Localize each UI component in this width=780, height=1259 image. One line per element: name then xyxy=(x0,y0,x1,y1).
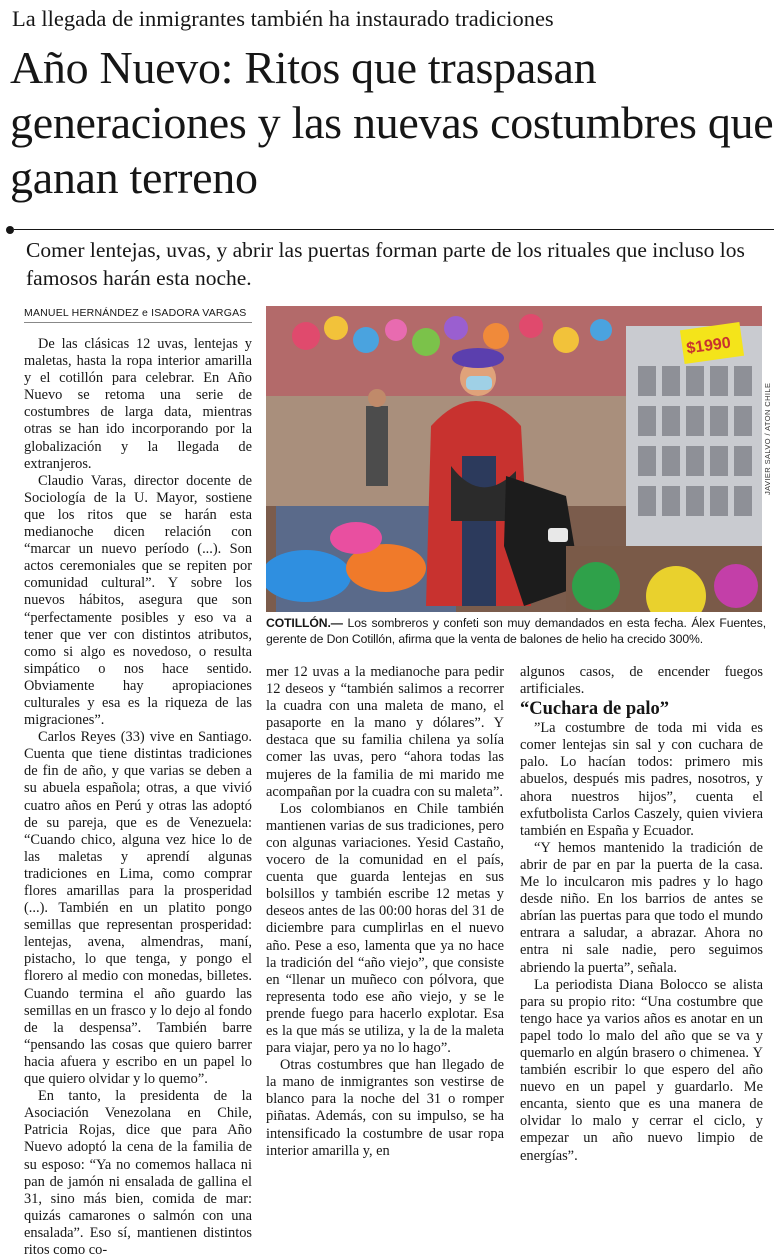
photo-caption xyxy=(266,615,766,647)
caption-text: Los sombreros y confeti son muy demandados en esta fecha. Álex Fuentes, gerente de Don Cotillón, afirma que la venta de balones de helio ha crecido 300%. xyxy=(266,616,766,646)
byline: MANUEL HERNÁNDEZ e ISADORA VARGAS xyxy=(24,307,247,319)
body-column-1 xyxy=(24,336,252,1258)
body-paragraph: Los colombianos en Chile también mantienen varias de sus tradiciones, pero con algunas variaciones. Yesid Castaño, vocero de la comunidad en el país, cuenta que guarda lentejas en sus bolsillos y también escribe 12 metas y deseos antes de las 00:00 horas del 31 de diciembre para cumplirlas en el nuevo año. Pese a eso, lamenta que ya no hace la tradición del “año viejo”, que consiste en “llenar un muñeco con pólvora, que representa todo ese año viejo, y se le prende fuego para hacerlo explotar. Esa es la que más se utiliza, y la de la maleta para viajar, pero ya no lo hago”. xyxy=(266,800,504,1057)
headline: Año Nuevo: Ritos que traspasan generaciones y las nuevas costumbres que ganan terreno xyxy=(10,42,774,203)
photo-credit: JAVIER SALVO / ATON CHILE xyxy=(763,382,772,495)
body-paragraph: mer 12 uvas a la medianoche para pedir 12 deseos y “también salimos a recorrer la cuadra con una maleta de mano, el pasaporte en la mano y dólares”. Y destaca que su familia chilena ya solía comer las uvas, pero “ahora todas las mujeres de la familia de mi marido me acompañan por la cuadra con su maleta”. xyxy=(266,664,504,800)
caption-lead: COTILLÓN.— xyxy=(266,616,343,630)
body-paragraph: “Y hemos mantenido la tradición de abrir de par en par la puerta de la casa. Me lo inculcaron mis padres y lo hago desde niño. En los barrios de antes se abrían las puertas para que todo el mundo entrara a saludar, a abrazar. Ahora no entra ni sale nadie, pero seguimos abriendo la puerta”, señala. xyxy=(520,839,763,976)
body-paragraph: ”La costumbre de toda mi vida es comer lentejas sin sal y con cuchara de palo. Lo hacían todos: primero mis abuelos, después mis padres, nosotros, y ahora nuestros hijos”, cuenta el exfutbolista Carlos Caszely, quien viviera también en España y Ecuador. xyxy=(520,720,763,839)
byline-rule xyxy=(24,322,252,323)
deck: Comer lentejas, uvas, y abrir las puertas forman parte de los rituales que incluso los famosos harán esta noche. xyxy=(26,238,745,290)
kicker: La llegada de inmigrantes también ha instaurado tradiciones xyxy=(12,6,554,31)
body-paragraph: Otras costumbres que han llegado de la mano de inmigrantes son vestirse de blanco para la noche del 31 o romper piñatas. Además, con su impulso, se ha intensificado la costumbre de usar ropa interior amarilla y, en xyxy=(266,1057,504,1159)
body-paragraph: algunos casos, de encender fuegos artificiales. xyxy=(520,664,763,698)
body-paragraph: Carlos Reyes (33) vive en Santiago. Cuenta que tiene distintas tradiciones de fin de año, y que varias se deben a su abuela española; otras, a que vivió cuatro años en Perú y otras las adoptó de su pareja, que es de Venezuela: “Cuando chico, alguna vez hice lo de las maletas y aprendí algunas tradiciones en Lima, como comprar flores amarillas para la prosperidad (...). También en un platito pongo semillas que representan prosperidad: lentejas, avena, almendras, maní, pistacho, lo que tenga, y pongo el florero al medio con monedas, billetes. Cuando termina el año guardo las semillas en un frasco y lo dejo al fondo de la despensa”. También barre “pensando las cosas que quiero barrer hacia afuera y escribo en un papel lo que quiero olvidar y lo quemo”. xyxy=(24,729,252,1088)
photo-cotillon-shop xyxy=(266,306,762,612)
photo-illustration xyxy=(266,306,762,612)
body-column-3 xyxy=(520,664,763,1186)
subhead: “Cuchara de palo” xyxy=(520,699,670,720)
body-paragraph: Claudio Varas, director docente de Sociología de la U. Mayor, sostiene que los ritos que se harán esta medianoche dicen relación con “marcar un nuevo período (...). Son actos ceremoniales que se repiten por comunidad cultural”. Y sobre los nuevos hábitos, asegura que son “perfectamente posibles y eso va a tener que ver con distintos atributos, como si algo es novedoso, o resulta simpático o nos hace sentido. Obviamente hay apropiaciones culturales y esa es la riqueza de las migraciones”. xyxy=(24,472,252,729)
body-column-2 xyxy=(266,664,504,1186)
rule-bullet xyxy=(6,226,14,234)
body-paragraph: De las clásicas 12 uvas, lentejas y maletas, hasta la ropa interior amarilla y el cotillón para celebrar. En Año Nuevo se retoma una serie de costumbres de larga data, mientras otras se han ido incorporando por la globalización y la llegada de extranjeros. xyxy=(24,336,252,472)
body-paragraph: La periodista Diana Bolocco se alista para su propio rito: “Una costumbre que tengo hace ya varios años es anotar en un papel todo lo malo del año que se va y quemarlo en algún brasero o chimenea. Y también escribir lo que espero del año nuevo en un papel y guardarlo. Me encanta, siento que es una manera de olvidar lo malo y cerrar el ciclo, y empezar un año nuevo limpio de energías”. xyxy=(520,976,763,1164)
rule-line xyxy=(14,229,774,230)
price-tag-label: $1990 xyxy=(685,334,732,358)
section-rule xyxy=(6,226,774,234)
body-paragraph: En tanto, la presidenta de la Asociación Venezolana en Chile, Patricia Rojas, dice que para Año Nuevo adoptó la cena de la familia de su esposo: “Ya no comemos hallaca ni pan de jamón ni ensalada de gallina el 31, sino más bien, comida de mar: quizás camarones o salmón con una ensalada”. Eso sí, mantienen distintos ritos como co- xyxy=(24,1088,252,1258)
